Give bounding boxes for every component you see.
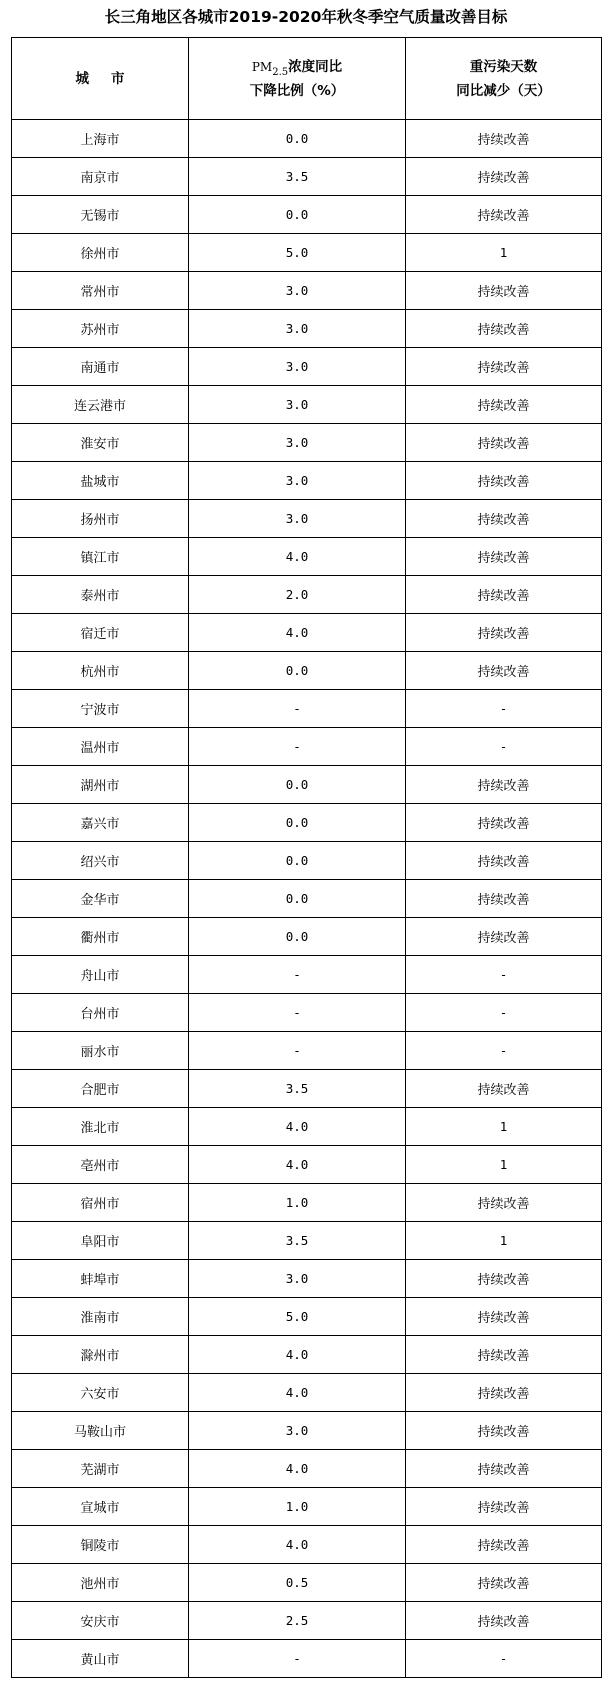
table-row	[12, 1260, 602, 1298]
city-cell: 南京市	[12, 158, 189, 196]
table-row	[12, 158, 602, 196]
city-cell: 宣城市	[12, 1488, 189, 1526]
city-cell: 合肥市	[12, 1070, 189, 1108]
days-cell: -	[406, 994, 602, 1032]
days-cell: 1	[406, 1222, 602, 1260]
days-cell: 持续改善	[406, 1298, 602, 1336]
city-cell: 湖州市	[12, 766, 189, 804]
table-header	[12, 38, 602, 120]
days-cell: 持续改善	[406, 1070, 602, 1108]
city-cell: 台州市	[12, 994, 189, 1032]
days-cell: 持续改善	[406, 158, 602, 196]
city-cell: 衢州市	[12, 918, 189, 956]
city-cell: 扬州市	[12, 500, 189, 538]
pm25-cell: 0.0	[189, 120, 406, 158]
table-row	[12, 576, 602, 614]
days-cell: -	[406, 690, 602, 728]
pm25-cell: 4.0	[189, 1108, 406, 1146]
pm25-cell: 3.5	[189, 1222, 406, 1260]
city-cell: 淮南市	[12, 1298, 189, 1336]
pm25-cell: 0.0	[189, 652, 406, 690]
city-cell: 亳州市	[12, 1146, 189, 1184]
table-row	[12, 614, 602, 652]
table-row	[12, 424, 602, 462]
table-row	[12, 348, 602, 386]
table-row	[12, 120, 602, 158]
city-cell: 常州市	[12, 272, 189, 310]
days-cell: -	[406, 728, 602, 766]
days-cell: 持续改善	[406, 424, 602, 462]
days-cell: 持续改善	[406, 804, 602, 842]
pm25-cell: -	[189, 728, 406, 766]
city-cell: 淮北市	[12, 1108, 189, 1146]
pm25-cell: 0.0	[189, 804, 406, 842]
table-row	[12, 1450, 602, 1488]
table-row	[12, 1526, 602, 1564]
city-cell: 芜湖市	[12, 1450, 189, 1488]
pm25-cell: 0.0	[189, 766, 406, 804]
days-cell: 持续改善	[406, 500, 602, 538]
city-cell: 阜阳市	[12, 1222, 189, 1260]
city-cell: 上海市	[12, 120, 189, 158]
table-row	[12, 1374, 602, 1412]
pm25-cell: 2.5	[189, 1602, 406, 1640]
pm25-column-header	[189, 38, 406, 120]
table-row	[12, 310, 602, 348]
table-row	[12, 728, 602, 766]
days-cell: 持续改善	[406, 1336, 602, 1374]
city-cell: 淮安市	[12, 424, 189, 462]
days-cell: 1	[406, 1108, 602, 1146]
days-header-line1: 重污染天数	[469, 58, 538, 75]
pm25-cell: 3.0	[189, 462, 406, 500]
days-cell: 持续改善	[406, 1374, 602, 1412]
days-cell: 持续改善	[406, 1526, 602, 1564]
city-cell: 六安市	[12, 1374, 189, 1412]
city-cell: 黄山市	[12, 1640, 189, 1678]
table-row	[12, 1640, 602, 1678]
days-cell: 持续改善	[406, 1184, 602, 1222]
days-cell: 持续改善	[406, 462, 602, 500]
pm25-cell: -	[189, 1032, 406, 1070]
table-row	[12, 1602, 602, 1640]
days-cell: 持续改善	[406, 652, 602, 690]
table-row	[12, 1108, 602, 1146]
city-column-header	[12, 38, 189, 120]
table-row	[12, 234, 602, 272]
pm25-cell: 4.0	[189, 1146, 406, 1184]
pm-label: PM	[251, 59, 273, 74]
pm25-cell: 3.0	[189, 272, 406, 310]
city-cell: 绍兴市	[12, 842, 189, 880]
pm25-cell: -	[189, 1640, 406, 1678]
city-cell: 宿州市	[12, 1184, 189, 1222]
table-row	[12, 1222, 602, 1260]
days-cell: 持续改善	[406, 310, 602, 348]
pm25-cell: 4.0	[189, 614, 406, 652]
table-row	[12, 538, 602, 576]
days-cell: 持续改善	[406, 880, 602, 918]
days-cell: 持续改善	[406, 842, 602, 880]
days-cell: 1	[406, 234, 602, 272]
days-cell: 1	[406, 1146, 602, 1184]
city-cell: 宿迁市	[12, 614, 189, 652]
days-cell: 持续改善	[406, 614, 602, 652]
pm25-cell: 3.0	[189, 386, 406, 424]
city-cell: 池州市	[12, 1564, 189, 1602]
days-cell: 持续改善	[406, 1602, 602, 1640]
table-row	[12, 804, 602, 842]
table-row	[12, 500, 602, 538]
pm-subscript: 2.5	[272, 66, 289, 78]
pm25-cell: 1.0	[189, 1488, 406, 1526]
table-row	[12, 880, 602, 918]
pm25-cell: 2.0	[189, 576, 406, 614]
table-row	[12, 1298, 602, 1336]
city-cell: 嘉兴市	[12, 804, 189, 842]
days-column-header	[406, 38, 602, 120]
pm25-cell: -	[189, 690, 406, 728]
days-cell: 持续改善	[406, 538, 602, 576]
pm25-cell: 3.0	[189, 1412, 406, 1450]
days-cell: 持续改善	[406, 272, 602, 310]
page-title: 长三角地区各城市2019-2020年秋冬季空气质量改善目标	[104, 8, 508, 26]
pm25-cell: 4.0	[189, 1336, 406, 1374]
city-cell: 泰州市	[12, 576, 189, 614]
city-cell: 无锡市	[12, 196, 189, 234]
pm25-cell: 3.0	[189, 310, 406, 348]
table-row	[12, 690, 602, 728]
days-cell: 持续改善	[406, 1260, 602, 1298]
table-row	[12, 842, 602, 880]
city-cell: 南通市	[12, 348, 189, 386]
air-quality-targets-table	[11, 37, 602, 1678]
table-body	[12, 120, 602, 1678]
pm-suffix: 浓度同比	[288, 58, 343, 75]
days-cell: 持续改善	[406, 1450, 602, 1488]
pm25-cell: 0.0	[189, 842, 406, 880]
days-header-line2: 同比减少（天）	[456, 82, 551, 99]
pm-header-line2: 下降比例（%）	[249, 82, 345, 99]
days-cell: 持续改善	[406, 766, 602, 804]
pm25-cell: 0.0	[189, 880, 406, 918]
city-cell: 杭州市	[12, 652, 189, 690]
pm25-cell: 3.0	[189, 500, 406, 538]
days-cell: 持续改善	[406, 348, 602, 386]
table-row	[12, 386, 602, 424]
days-cell: 持续改善	[406, 576, 602, 614]
pm25-cell: 4.0	[189, 1374, 406, 1412]
city-cell: 连云港市	[12, 386, 189, 424]
city-cell: 安庆市	[12, 1602, 189, 1640]
city-cell: 温州市	[12, 728, 189, 766]
table-row	[12, 1488, 602, 1526]
table-row	[12, 994, 602, 1032]
pm25-cell: 3.0	[189, 424, 406, 462]
pm25-cell: 5.0	[189, 234, 406, 272]
city-cell: 徐州市	[12, 234, 189, 272]
days-cell: 持续改善	[406, 196, 602, 234]
pm25-cell: 3.5	[189, 158, 406, 196]
table-row	[12, 1032, 602, 1070]
city-cell: 镇江市	[12, 538, 189, 576]
pm25-cell: 3.0	[189, 348, 406, 386]
city-header-char-2: 市	[111, 70, 125, 87]
city-header-char-1: 城	[75, 70, 89, 87]
pm25-cell: -	[189, 956, 406, 994]
pm25-cell: 1.0	[189, 1184, 406, 1222]
days-cell: -	[406, 956, 602, 994]
header-row	[12, 38, 602, 120]
table-row	[12, 766, 602, 804]
pm25-cell: 3.0	[189, 1260, 406, 1298]
table-row	[12, 956, 602, 994]
city-cell: 马鞍山市	[12, 1412, 189, 1450]
city-cell: 铜陵市	[12, 1526, 189, 1564]
days-cell: -	[406, 1640, 602, 1678]
table-row	[12, 1184, 602, 1222]
table-row	[12, 1146, 602, 1184]
table-row	[12, 652, 602, 690]
days-cell: 持续改善	[406, 1564, 602, 1602]
table-row	[12, 1412, 602, 1450]
city-cell: 蚌埠市	[12, 1260, 189, 1298]
city-cell: 宁波市	[12, 690, 189, 728]
city-cell: 盐城市	[12, 462, 189, 500]
pm25-cell: 0.5	[189, 1564, 406, 1602]
days-cell: 持续改善	[406, 918, 602, 956]
pm25-cell: 4.0	[189, 1450, 406, 1488]
days-cell: 持续改善	[406, 386, 602, 424]
pm25-cell: 3.5	[189, 1070, 406, 1108]
days-cell: 持续改善	[406, 120, 602, 158]
city-cell: 金华市	[12, 880, 189, 918]
pm25-cell: -	[189, 994, 406, 1032]
days-cell: -	[406, 1032, 602, 1070]
table-row	[12, 462, 602, 500]
table-row	[12, 196, 602, 234]
pm25-cell: 4.0	[189, 538, 406, 576]
pm25-cell: 0.0	[189, 918, 406, 956]
pm25-cell: 4.0	[189, 1526, 406, 1564]
pm25-cell: 0.0	[189, 196, 406, 234]
table-row	[12, 1336, 602, 1374]
city-cell: 舟山市	[12, 956, 189, 994]
table-row	[12, 1564, 602, 1602]
city-cell: 丽水市	[12, 1032, 189, 1070]
city-cell: 滁州市	[12, 1336, 189, 1374]
pm25-cell: 5.0	[189, 1298, 406, 1336]
city-cell: 苏州市	[12, 310, 189, 348]
days-cell: 持续改善	[406, 1488, 602, 1526]
table-row	[12, 1070, 602, 1108]
table-row	[12, 918, 602, 956]
days-cell: 持续改善	[406, 1412, 602, 1450]
table-row	[12, 272, 602, 310]
